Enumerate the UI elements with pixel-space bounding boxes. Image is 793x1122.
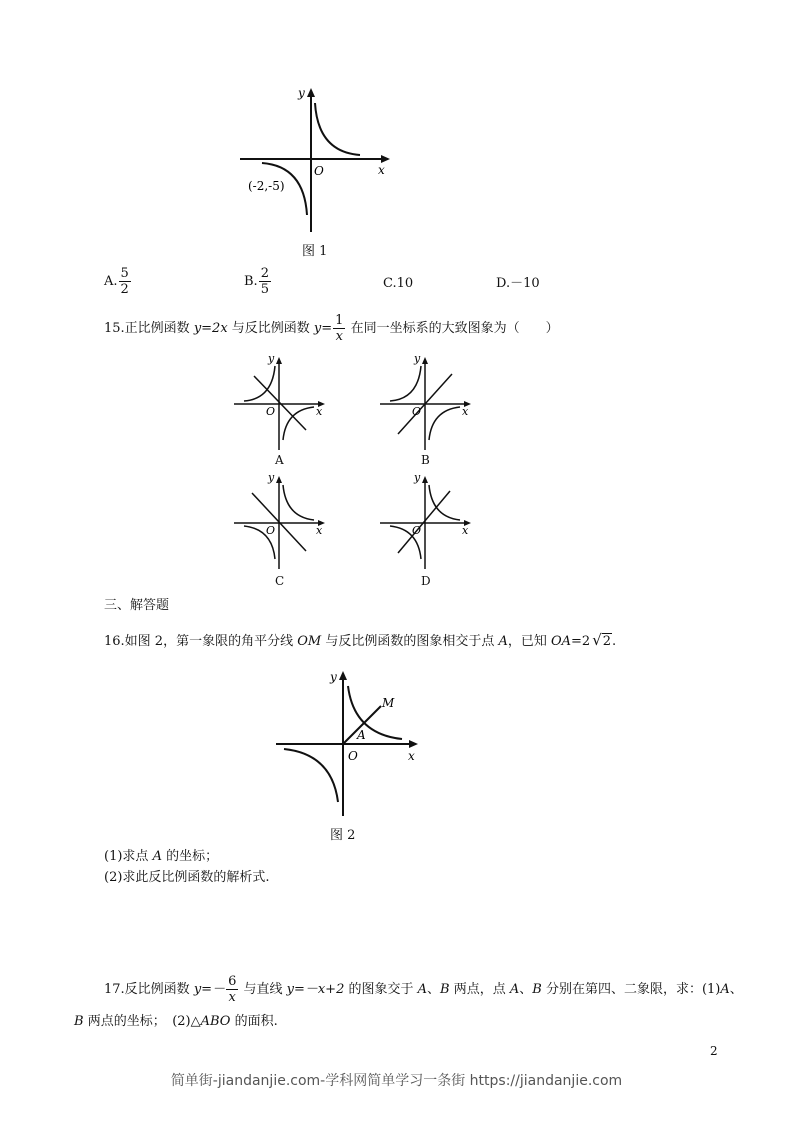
page-number: 2 [710,1044,718,1058]
fig2-y-label: y [330,670,337,684]
q17-question-line2 [74,1013,278,1031]
fig2-x-arrow [409,740,418,748]
q15c-y-arrow [276,476,282,483]
q17-frac-num: 6 [228,974,237,989]
q16-part5: . [612,634,617,649]
q17-part5: 分别在第四、二象限，求：(1) [541,982,721,997]
fig1-y-arrow [307,88,315,97]
q15-expr1: y=2x [193,321,228,336]
q14-option-c: C.10 [383,276,414,291]
figure-2 [268,664,428,824]
fig1-x-label: x [378,163,385,177]
q15d-y-label: y [414,471,421,484]
fig2-origin-label: O [348,749,358,763]
q14-option-b-prefix: B. [244,274,258,289]
q14-option-b-den: 5 [260,282,269,297]
q16-sub1 [104,848,218,866]
q14-option-a-prefix: A. [104,274,118,289]
section-3-title: 三、解答题 [104,598,170,613]
q15-question [104,313,559,344]
q16-oa: OA [550,634,572,649]
q16-question [104,631,616,651]
q15-graph-a-label: A [275,453,284,467]
q17-ab3: A [509,982,520,997]
q16-part1: 16.如图 2，第一象限的角平分线 [104,634,298,649]
fig2-curve-q3 [284,749,338,802]
q16-sqrt [592,631,612,651]
q15-fraction [333,313,345,344]
q15c-curve-q1 [283,485,314,520]
q15b-y-arrow [422,357,428,364]
q14-option-a-den: 2 [120,282,129,297]
q17-line2-part1: 两点的坐标； (2)△ [83,1014,201,1029]
q17-sep1: 、 [427,982,441,997]
q15-graph-d [376,471,476,571]
fig2-a-label: A [357,728,366,742]
fig1-origin-label: O [314,164,324,178]
q15-graph-c [230,471,330,571]
fig2-m-label: M [382,696,395,710]
q17-part6: 、 [729,982,743,997]
q17-part2: 与直线 [239,982,287,997]
q15c-y-label: y [268,471,275,484]
q16-part4: =2 [571,634,591,649]
q15-part1: 15.正比例函数 [104,321,194,336]
q15b-origin-label: O [412,405,422,418]
q15a-line [254,376,306,430]
q15a-curve-q2 [244,366,275,401]
q17-part3: 的图象交于 [344,982,418,997]
q15b-y-label: y [414,352,421,365]
fig1-caption: 图 1 [302,244,328,259]
q15b-curve-q4 [429,407,460,440]
q15d-x-label: x [462,524,469,537]
q14-option-a [104,266,132,297]
fig2-caption: 图 2 [330,828,356,843]
q14-option-b-fraction [259,266,271,297]
q14-option-a-fraction [119,266,131,297]
q16-om: OM [297,634,322,649]
q15c-x-label: x [316,524,323,537]
q16-sqrt-sign: √ [592,631,602,649]
q15d-line [398,491,450,553]
fig2-x-label: x [408,749,415,763]
q17-part1: 17.反比例函数 [104,982,194,997]
q14-option-b-num: 2 [260,266,269,281]
q16-sub2: (2)求此反比例函数的解析式. [104,870,270,885]
q15-graph-b-label: B [421,453,430,467]
q15-frac-den: x [335,329,343,344]
q15d-y-arrow [422,476,428,483]
q15-graph-b [376,352,476,452]
q17-fraction [226,974,238,1005]
q15-part2: 与反比例函数 [227,321,314,336]
q17-line-eq: y=－x+2 [286,982,345,997]
q17-frac-den: x [228,990,236,1005]
q17-sep2: 、 [519,982,533,997]
q16-part2: 与反比例函数的图象相交于点 [321,634,499,649]
q14-option-a-num: 5 [120,266,129,281]
q17-line2-b: B [74,1014,84,1029]
q16-sub1-a: A [152,849,162,864]
q15-part3: 在同一坐标系的大致图象为（ ） [346,321,559,336]
q15d-curve-q1 [429,485,460,520]
q15a-origin-label: O [266,405,276,418]
q15-graph-a [230,352,330,452]
q16-sub1-post: 的坐标； [161,849,219,864]
q17-question-line1 [104,974,743,1005]
fig1-curve-q1 [315,103,360,155]
q17-ab5: A [720,982,730,997]
q14-option-d: D.－10 [496,276,540,291]
q15a-x-label: x [316,405,323,418]
q15a-y-label: y [268,352,275,365]
q17-abo: ABO [200,1014,231,1029]
fig1-y-label: y [298,86,305,100]
fig2-y-arrow [339,671,347,680]
q16-sqrt-value: 2 [602,634,612,649]
footer-watermark: 简单街-jiandanjie.com-学科网简单学习一条街 https://jiandanjie.com [170,1073,623,1089]
q15-y-eq: y= [313,321,333,336]
q17-part4: 两点，点 [449,982,510,997]
q17-y-eq: y=－ [193,982,226,997]
q15b-curve-q2 [390,366,421,401]
q17-ab4: B [532,982,542,997]
q17-line2-part2: 的面积. [230,1014,278,1029]
q15-graph-d-label: D [421,574,431,588]
q15c-origin-label: O [266,524,276,537]
q16-sub1-pre: (1)求点 [104,849,153,864]
q15a-y-arrow [276,357,282,364]
fig1-point-label: (-2,-5) [248,179,285,193]
q15d-origin-label: O [412,524,422,537]
figure-1 [230,82,400,242]
fig1-x-arrow [381,155,390,163]
q17-ab2: B [440,982,450,997]
q16-part3: ，已知 [507,634,551,649]
q15-frac-num: 1 [335,313,344,328]
q14-option-b [244,266,272,297]
q16-a: A [498,634,508,649]
q17-ab1: A [417,982,427,997]
q15-graph-c-label: C [275,574,285,588]
q15b-x-label: x [462,405,469,418]
